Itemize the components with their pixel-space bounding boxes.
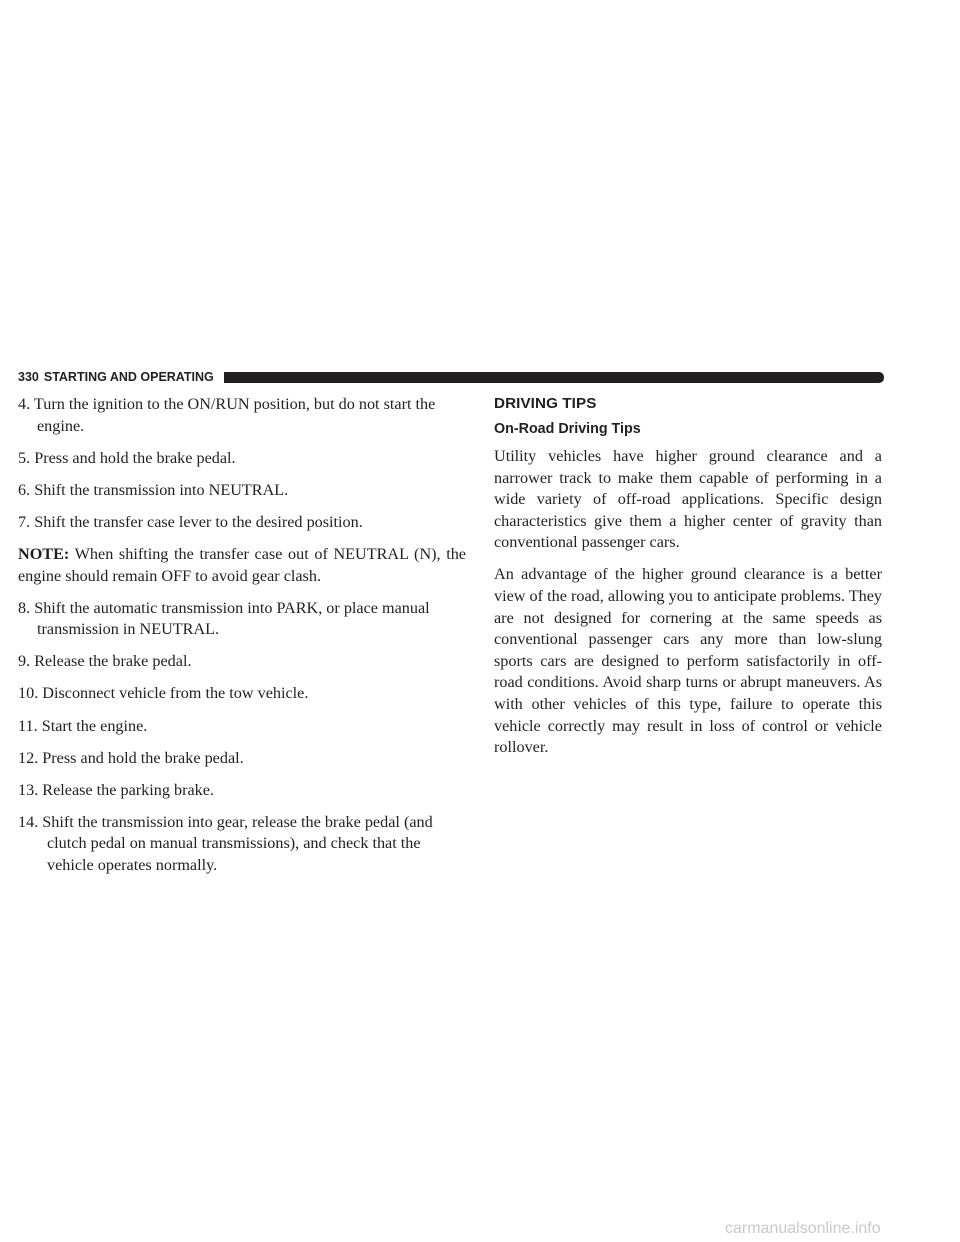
step-4: 4. Turn the ignition to the ON/RUN position, but do not start the engine. [18,395,436,435]
right-column [494,394,882,769]
page-number: 330 [18,370,39,384]
step-5: 5. Press and hold the brake pedal. [18,448,236,467]
step-11: 11. Start the engine. [18,716,148,735]
step-14: 14. Shift the transmission into gear, release the brake pedal (and clutch pedal on manual transmissions), and check that the vehicle operates normally. [18,812,433,874]
section-title: STARTING AND OPERATING [43,370,214,384]
step-8: 8. Shift the automatic transmission into PARK, or place manual transmission in NEUTRAL. [18,598,430,639]
paragraph-1: Utility vehicles have higher ground clearance and a narrower track to make them capable of performing in a wide variety of off-road applications. Specific design characteristics give them a higher center of gravity than conventional passenger cars. [494,447,882,552]
section-heading: DRIVING TIPS [494,395,597,412]
watermark: carmanualsonline.info [725,1220,881,1237]
header-rule [224,372,884,383]
left-column [18,394,466,887]
page-header [18,368,884,386]
step-10: 10. Disconnect vehicle from the tow vehicle. [18,684,309,703]
step-6: 6. Shift the transmission into NEUTRAL. [18,480,289,499]
note [18,544,466,587]
note-label: NOTE: [18,544,70,563]
paragraph-2: An advantage of the higher ground clearance is a better view of the road, allowing you to anticipate problems. They are not designed for cornering at the same speeds as conventional passenger cars any more than low-slung sports cars are designed to perform satisfactorily in off-road conditions. Avoid sharp turns or abrupt maneuvers. As with other vehicles of this type, failure to operate this vehicle correctly may result in loss of control or vehicle rollover. [494,565,882,757]
step-7: 7. Shift the transfer case lever to the desired position. [18,512,363,531]
step-13: 13. Release the parking brake. [18,780,214,799]
subsection-heading: On-Road Driving Tips [494,421,641,437]
step-12: 12. Press and hold the brake pedal. [18,748,244,767]
note-text: When shifting the transfer case out of NEUTRAL (N), the engine should remain OFF to avoid gear clash. [18,544,466,585]
step-9: 9. Release the brake pedal. [18,652,192,671]
